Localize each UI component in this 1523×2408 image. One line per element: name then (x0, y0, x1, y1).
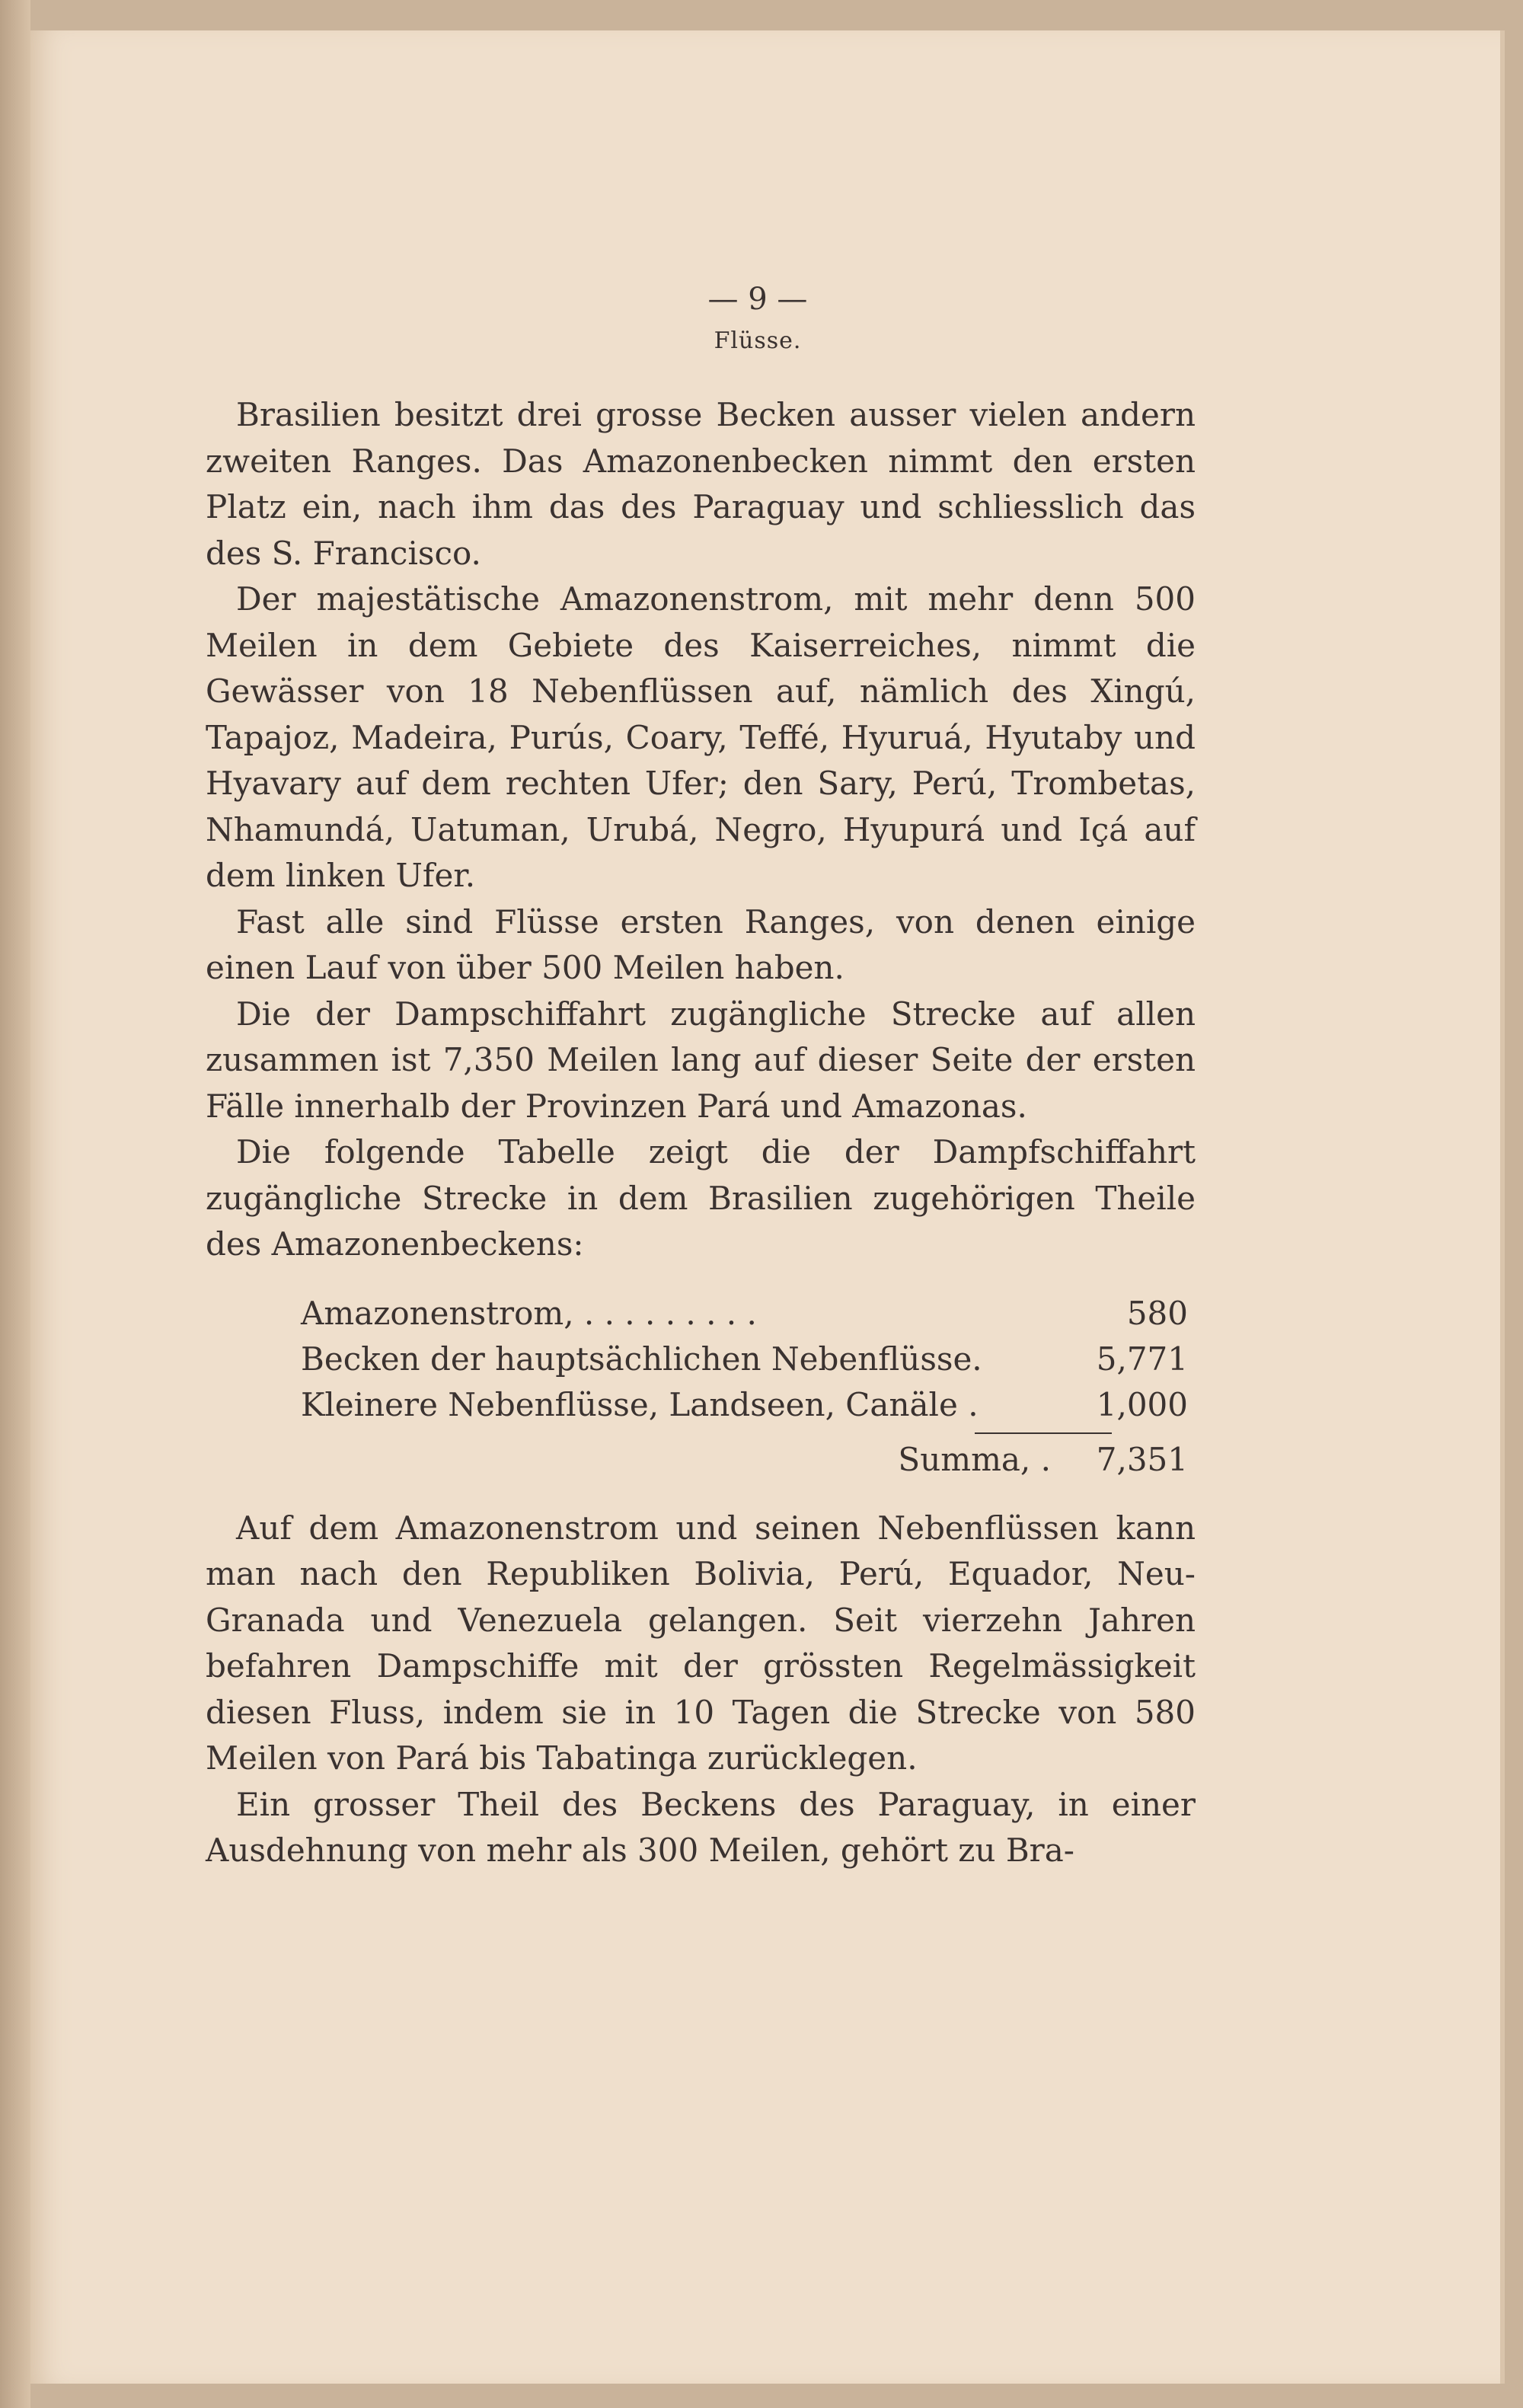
page-content (206, 282, 1196, 1874)
table-row (206, 1382, 1188, 1428)
sum-label: Summa, . (898, 1440, 1051, 1478)
book-gutter (0, 0, 30, 2408)
navigable-distance-table (206, 1291, 1196, 1483)
section-title: Flüsse. (714, 327, 802, 354)
table-sum-row (206, 1437, 1188, 1483)
sum-value: 7,351 (1096, 1440, 1188, 1478)
paragraph: Ein grosser Theil des Beckens des Paraguay, in einer Ausdehnung von mehr als 300 Meilen, gehört zu Bra- (206, 1785, 1196, 1869)
paragraph: Brasilien besitzt drei grosse Becken ausser vielen andern zweiten Ranges. Das Amazonenbecken nimmt den ersten Platz ein, nach ihm das des Paraguay und schliesslich das des S. Francisco. (206, 396, 1196, 572)
paragraph: Der majestätische Amazonenstrom, mit mehr denn 500 Meilen in dem Gebiete des Kaiserreiches, nimmt die Gewässer von 18 Nebenflüssen auf, nämlich des Xingú, Tapajoz, Madeira, Purús, Coary, Teffé, Hyuruá, Hyutaby und Hyavary auf dem rechten Ufer; den Sary, Perú, Trombetas, Nhamundá, Uatuman, Urubá, Negro, Hyupurá und Içá auf dem linken Ufer. (206, 580, 1196, 894)
page-number: — 9 — (707, 282, 808, 317)
table-row-label: Kleinere Nebenflüsse, Landseen, Canäle . (301, 1385, 979, 1423)
table-row-value: 580 (1126, 1294, 1188, 1332)
table-row (206, 1337, 1188, 1382)
table-row-value: 5,771 (1096, 1340, 1188, 1378)
sum-rule (975, 1432, 1112, 1434)
table-row-label: Amazonenstrom, . . . . . . . . . (301, 1294, 757, 1332)
paragraph: Die der Dampschiffahrt zugängliche Strecke auf allen zusammen ist 7,350 Meilen lang auf dieser Seite der ersten Fälle innerhalb der Provinzen Pará und Amazonas. (206, 995, 1196, 1125)
paragraph: Auf dem Amazonenstrom und seinen Nebenflüssen kann man nach den Republiken Bolivia, Perú, Equador, Neu-Granada und Venezuela gelangen. Seit vierzehn Jahren befahren Dampschiffe mit der grössten Regelmässigkeit diesen Fluss, indem sie in 10 Tagen die Strecke von 580 Meilen von Pará bis Tabatinga zurücklegen. (206, 1509, 1196, 1777)
table-row-label: Becken der hauptsächlichen Nebenflüsse. (301, 1340, 982, 1378)
table-row (206, 1291, 1188, 1337)
paragraph: Die folgende Tabelle zeigt die der Dampfschiffahrt zugängliche Strecke in dem Brasilien zugehörigen Theile des Amazonenbeckens: (206, 1133, 1196, 1263)
table-row-value: 1,000 (1096, 1385, 1188, 1423)
paragraph: Fast alle sind Flüsse ersten Ranges, von denen einige einen Lauf von über 500 Meilen haben. (206, 902, 1196, 986)
